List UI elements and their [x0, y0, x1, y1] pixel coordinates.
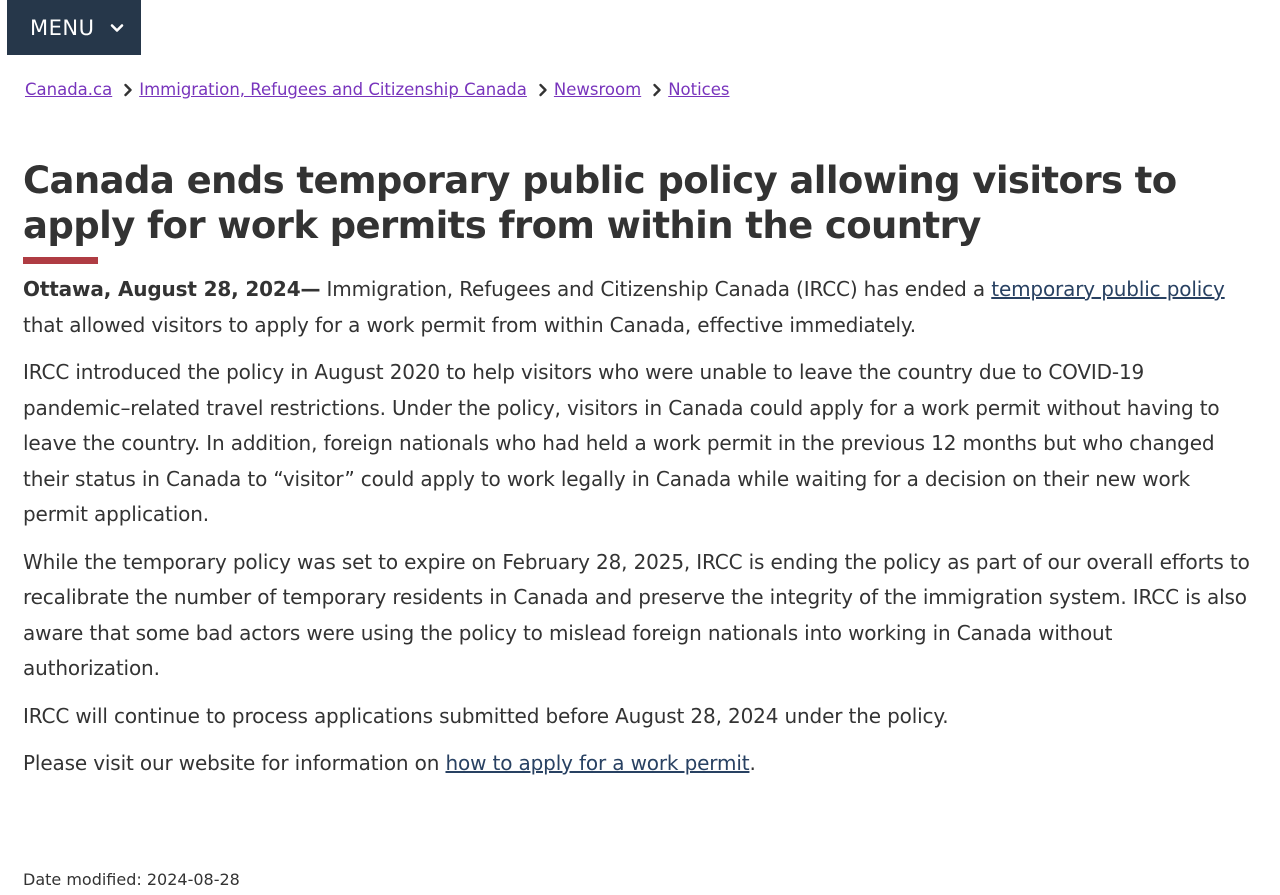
paragraph-more-info [23, 746, 1253, 782]
breadcrumb-link-canada[interactable]: Canada.ca [25, 80, 113, 99]
article-body [23, 272, 1253, 794]
paragraph-reason: While the temporary policy was set to expire on February 28, 2025, IRCC is ending the policy as part of our overall efforts to recalibrate the number of temporary residents in Canada and preserve the integrity of the immigration system. IRCC is also aware that some bad actors were using the policy to mislead foreign nationals into working in Canada without authorization. [23, 549, 1250, 680]
breadcrumb-link-newsroom[interactable]: Newsroom [553, 80, 642, 99]
date-modified [23, 868, 240, 892]
intro-text: Immigration, Refugees and Citizenship Canada (IRCC) has ended a [320, 277, 992, 301]
breadcrumb [25, 80, 730, 99]
paragraph-intro [23, 272, 1253, 343]
page-title: Canada ends temporary public policy allowing visitors to apply for work permits from within the country [23, 159, 1177, 247]
chevron-right-icon [123, 83, 133, 97]
breadcrumb-link-notices[interactable]: Notices [668, 80, 730, 99]
dateline: Ottawa, August 28, 2024— [23, 277, 321, 301]
chevron-down-icon [110, 21, 124, 35]
chevron-right-icon [538, 83, 548, 97]
chevron-right-icon [652, 83, 662, 97]
more-info-text-end: . [749, 751, 756, 775]
menu-label: MENU [30, 15, 95, 40]
how-to-apply-work-permit-link[interactable]: how to apply for a work permit [445, 751, 750, 775]
breadcrumb-link-ircc[interactable]: Immigration, Refugees and Citizenship Canada [139, 80, 527, 99]
menu-button[interactable] [7, 0, 141, 55]
paragraph-processing: IRCC will continue to process applications submitted before August 28, 2024 under the policy. [23, 703, 949, 728]
title-underline [23, 257, 98, 264]
intro-text-end: that allowed visitors to apply for a work permit from within Canada, effective immediately. [23, 312, 916, 337]
date-modified-label: Date modified: [23, 870, 142, 889]
paragraph-background: IRCC introduced the policy in August 2020 to help visitors who were unable to leave the country due to COVID-19 pandemic–related travel restrictions. Under the policy, visitors in Canada could apply for a work permit without having to leave the country. In addition, foreign nationals who had held a work permit in the previous 12 months but who changed their status in Canada to “visitor” could apply to work legally in Canada while waiting for a decision on their new work permit application. [23, 360, 1220, 526]
date-modified-value: 2024-08-28 [146, 870, 240, 889]
temporary-public-policy-link[interactable]: temporary public policy [991, 277, 1225, 301]
more-info-text: Please visit our website for information on [23, 751, 446, 775]
